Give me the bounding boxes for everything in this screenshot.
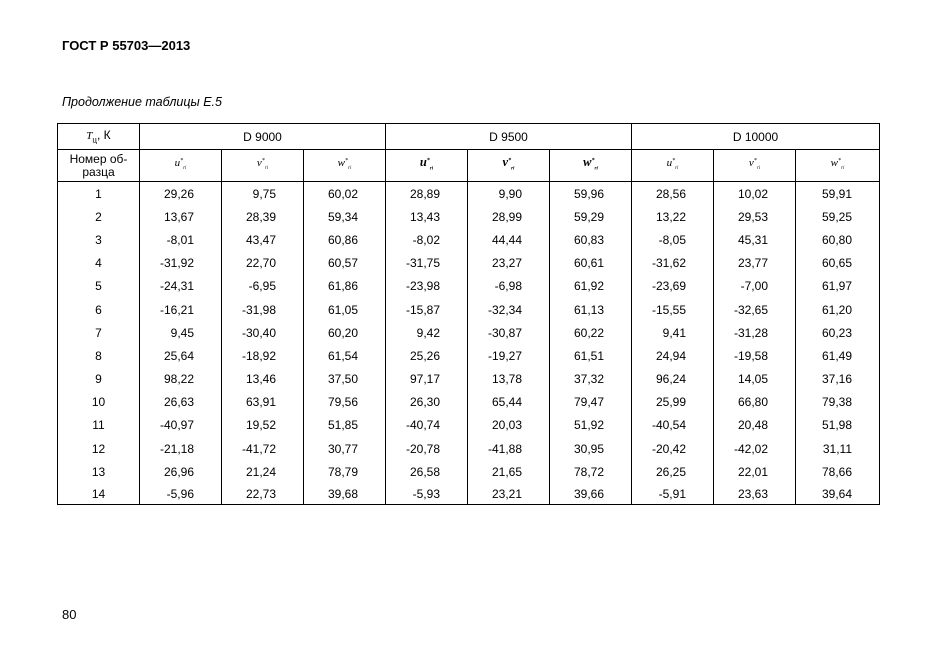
- value-cell: -41,88: [468, 437, 550, 460]
- value-cell: -32,34: [468, 298, 550, 321]
- value-cell: 60,61: [550, 252, 632, 275]
- value-cell: 60,86: [304, 228, 386, 251]
- group-header-d10000: D 10000: [632, 124, 880, 150]
- value-cell: 59,91: [796, 182, 880, 206]
- value-cell: -40,54: [632, 414, 714, 437]
- value-cell: 23,21: [468, 483, 550, 505]
- value-cell: -7,00: [714, 275, 796, 298]
- value-cell: 43,47: [222, 228, 304, 251]
- var-symbol: v: [502, 155, 509, 170]
- value-cell: 44,44: [468, 228, 550, 251]
- value-cell: 61,05: [304, 298, 386, 321]
- value-cell: -21,18: [140, 437, 222, 460]
- document-header: ГОСТ Р 55703—2013: [62, 38, 191, 53]
- var-symbol: v: [748, 157, 754, 170]
- sample-number-cell: 1: [58, 182, 140, 206]
- group-header-d9500: D 9500: [386, 124, 632, 150]
- var-header-w-d9500: $w^*_{ri}$: [550, 150, 632, 182]
- value-cell: 25,26: [386, 344, 468, 367]
- value-cell: 51,98: [796, 414, 880, 437]
- sample-number-cell: 11: [58, 414, 140, 437]
- table-row: [58, 205, 880, 228]
- value-cell: 78,72: [550, 460, 632, 483]
- value-cell: -5,96: [140, 483, 222, 505]
- value-cell: 13,22: [632, 205, 714, 228]
- var-symbol: u: [666, 157, 673, 170]
- sample-number-cell: 2: [58, 205, 140, 228]
- value-cell: 79,56: [304, 391, 386, 414]
- value-cell: 20,48: [714, 414, 796, 437]
- value-cell: 30,95: [550, 437, 632, 460]
- value-cell: -8,02: [386, 228, 468, 251]
- value-cell: 60,22: [550, 321, 632, 344]
- value-cell: 9,41: [632, 321, 714, 344]
- value-cell: 61,49: [796, 344, 880, 367]
- value-cell: 66,80: [714, 391, 796, 414]
- value-cell: 39,66: [550, 483, 632, 505]
- var-header-v-d9000: $v^*_{ri}$: [222, 150, 304, 182]
- value-cell: 61,20: [796, 298, 880, 321]
- sample-number-cell: 7: [58, 321, 140, 344]
- value-cell: -40,97: [140, 414, 222, 437]
- value-cell: -31,28: [714, 321, 796, 344]
- value-cell: 59,29: [550, 205, 632, 228]
- table-row: [58, 414, 880, 437]
- value-cell: 61,51: [550, 344, 632, 367]
- value-cell: -24,31: [140, 275, 222, 298]
- value-cell: -40,74: [386, 414, 468, 437]
- value-cell: -18,92: [222, 344, 304, 367]
- value-cell: 28,56: [632, 182, 714, 206]
- value-cell: 45,31: [714, 228, 796, 251]
- value-cell: 9,45: [140, 321, 222, 344]
- value-cell: -16,21: [140, 298, 222, 321]
- value-cell: 10,02: [714, 182, 796, 206]
- value-cell: 20,03: [468, 414, 550, 437]
- var-header-u-d9000: $u^*_{ri}$: [140, 150, 222, 182]
- value-cell: 37,16: [796, 368, 880, 391]
- value-cell: -20,78: [386, 437, 468, 460]
- var-header-w-d9000: $w^*_{ri}$: [304, 150, 386, 182]
- value-cell: 30,77: [304, 437, 386, 460]
- sample-number-cell: 8: [58, 344, 140, 367]
- value-cell: 25,99: [632, 391, 714, 414]
- data-table: [57, 123, 880, 505]
- value-cell: 59,96: [550, 182, 632, 206]
- value-cell: -19,58: [714, 344, 796, 367]
- temperature-subscript: ц: [92, 135, 98, 145]
- value-cell: 60,83: [550, 228, 632, 251]
- temperature-label: [58, 124, 140, 150]
- value-cell: 96,24: [632, 368, 714, 391]
- var-header-v-d9500: $v^*_{ri}$: [468, 150, 550, 182]
- value-cell: 29,53: [714, 205, 796, 228]
- value-cell: -15,55: [632, 298, 714, 321]
- value-cell: 61,54: [304, 344, 386, 367]
- value-cell: 79,47: [550, 391, 632, 414]
- var-symbol: u: [174, 157, 181, 170]
- table-body: [58, 182, 880, 505]
- var-header-u-d9500: $u^*_{ri}$: [386, 150, 468, 182]
- value-cell: 24,94: [632, 344, 714, 367]
- value-cell: -30,87: [468, 321, 550, 344]
- value-cell: 60,65: [796, 252, 880, 275]
- value-cell: 22,73: [222, 483, 304, 505]
- value-cell: -8,01: [140, 228, 222, 251]
- value-cell: 9,90: [468, 182, 550, 206]
- table-row: [58, 298, 880, 321]
- value-cell: 61,13: [550, 298, 632, 321]
- value-cell: 9,42: [386, 321, 468, 344]
- value-cell: 51,85: [304, 414, 386, 437]
- value-cell: 65,44: [468, 391, 550, 414]
- value-cell: 51,92: [550, 414, 632, 437]
- value-cell: -8,05: [632, 228, 714, 251]
- var-symbol: w: [830, 157, 838, 170]
- value-cell: 26,25: [632, 460, 714, 483]
- value-cell: -31,92: [140, 252, 222, 275]
- value-cell: 60,23: [796, 321, 880, 344]
- value-cell: 37,32: [550, 368, 632, 391]
- value-cell: -20,42: [632, 437, 714, 460]
- variable-header-row: [58, 150, 880, 182]
- value-cell: 9,75: [222, 182, 304, 206]
- sample-number-cell: 9: [58, 368, 140, 391]
- value-cell: 61,92: [550, 275, 632, 298]
- table-row: [58, 437, 880, 460]
- value-cell: -32,65: [714, 298, 796, 321]
- value-cell: -6,98: [468, 275, 550, 298]
- value-cell: 60,57: [304, 252, 386, 275]
- value-cell: 39,64: [796, 483, 880, 505]
- value-cell: 79,38: [796, 391, 880, 414]
- value-cell: 13,67: [140, 205, 222, 228]
- value-cell: -31,62: [632, 252, 714, 275]
- var-symbol: v: [256, 157, 262, 170]
- table-row: [58, 182, 880, 206]
- value-cell: 13,46: [222, 368, 304, 391]
- var-symbol: w: [337, 157, 345, 170]
- value-cell: 13,43: [386, 205, 468, 228]
- sample-number-cell: 10: [58, 391, 140, 414]
- value-cell: -42,02: [714, 437, 796, 460]
- value-cell: -31,75: [386, 252, 468, 275]
- group-header-d9000: D 9000: [140, 124, 386, 150]
- value-cell: 14,05: [714, 368, 796, 391]
- value-cell: 29,26: [140, 182, 222, 206]
- value-cell: 13,78: [468, 368, 550, 391]
- sample-number-cell: 14: [58, 483, 140, 505]
- value-cell: 98,22: [140, 368, 222, 391]
- value-cell: 28,89: [386, 182, 468, 206]
- temperature-header-row: [58, 124, 880, 150]
- table-row: [58, 391, 880, 414]
- sample-number-header: Номер об-разца: [58, 150, 140, 182]
- value-cell: -15,87: [386, 298, 468, 321]
- value-cell: 61,97: [796, 275, 880, 298]
- value-cell: 26,30: [386, 391, 468, 414]
- value-cell: 23,63: [714, 483, 796, 505]
- value-cell: -5,93: [386, 483, 468, 505]
- sample-number-cell: 13: [58, 460, 140, 483]
- sample-number-cell: 12: [58, 437, 140, 460]
- table-row: [58, 344, 880, 367]
- value-cell: -23,98: [386, 275, 468, 298]
- sample-number-cell: 5: [58, 275, 140, 298]
- table-row: [58, 275, 880, 298]
- value-cell: 59,25: [796, 205, 880, 228]
- table-row: [58, 321, 880, 344]
- var-symbol: w: [583, 155, 592, 170]
- table-row: [58, 368, 880, 391]
- value-cell: 61,86: [304, 275, 386, 298]
- value-cell: -30,40: [222, 321, 304, 344]
- value-cell: 63,91: [222, 391, 304, 414]
- value-cell: 21,65: [468, 460, 550, 483]
- table-caption: Продолжение таблицы Е.5: [62, 95, 222, 109]
- value-cell: 31,11: [796, 437, 880, 460]
- table-row: [58, 483, 880, 505]
- value-cell: 60,80: [796, 228, 880, 251]
- value-cell: 28,39: [222, 205, 304, 228]
- value-cell: 60,02: [304, 182, 386, 206]
- value-cell: 78,79: [304, 460, 386, 483]
- value-cell: 60,20: [304, 321, 386, 344]
- sample-number-cell: 3: [58, 228, 140, 251]
- value-cell: 28,99: [468, 205, 550, 228]
- temperature-symbol: T: [86, 130, 93, 143]
- value-cell: 22,01: [714, 460, 796, 483]
- table-row: [58, 252, 880, 275]
- temperature-unit: , К: [97, 128, 111, 143]
- sample-number-cell: 4: [58, 252, 140, 275]
- table-row: [58, 460, 880, 483]
- value-cell: -6,95: [222, 275, 304, 298]
- value-cell: 23,77: [714, 252, 796, 275]
- value-cell: 23,27: [468, 252, 550, 275]
- value-cell: 26,58: [386, 460, 468, 483]
- value-cell: 26,63: [140, 391, 222, 414]
- value-cell: 39,68: [304, 483, 386, 505]
- value-cell: 78,66: [796, 460, 880, 483]
- var-header-u-d10000: $u^*_{ri}$: [632, 150, 714, 182]
- var-header-w-d10000: $w^*_{ri}$: [796, 150, 880, 182]
- var-symbol: u: [419, 155, 427, 170]
- value-cell: 59,34: [304, 205, 386, 228]
- value-cell: -23,69: [632, 275, 714, 298]
- value-cell: 22,70: [222, 252, 304, 275]
- value-cell: 26,96: [140, 460, 222, 483]
- var-header-v-d10000: $v^*_{ri}$: [714, 150, 796, 182]
- value-cell: 37,50: [304, 368, 386, 391]
- value-cell: -19,27: [468, 344, 550, 367]
- value-cell: 21,24: [222, 460, 304, 483]
- table-row: [58, 228, 880, 251]
- page-number: 80: [62, 607, 77, 622]
- value-cell: 97,17: [386, 368, 468, 391]
- value-cell: -31,98: [222, 298, 304, 321]
- value-cell: 25,64: [140, 344, 222, 367]
- value-cell: -41,72: [222, 437, 304, 460]
- value-cell: -5,91: [632, 483, 714, 505]
- sample-number-cell: 6: [58, 298, 140, 321]
- value-cell: 19,52: [222, 414, 304, 437]
